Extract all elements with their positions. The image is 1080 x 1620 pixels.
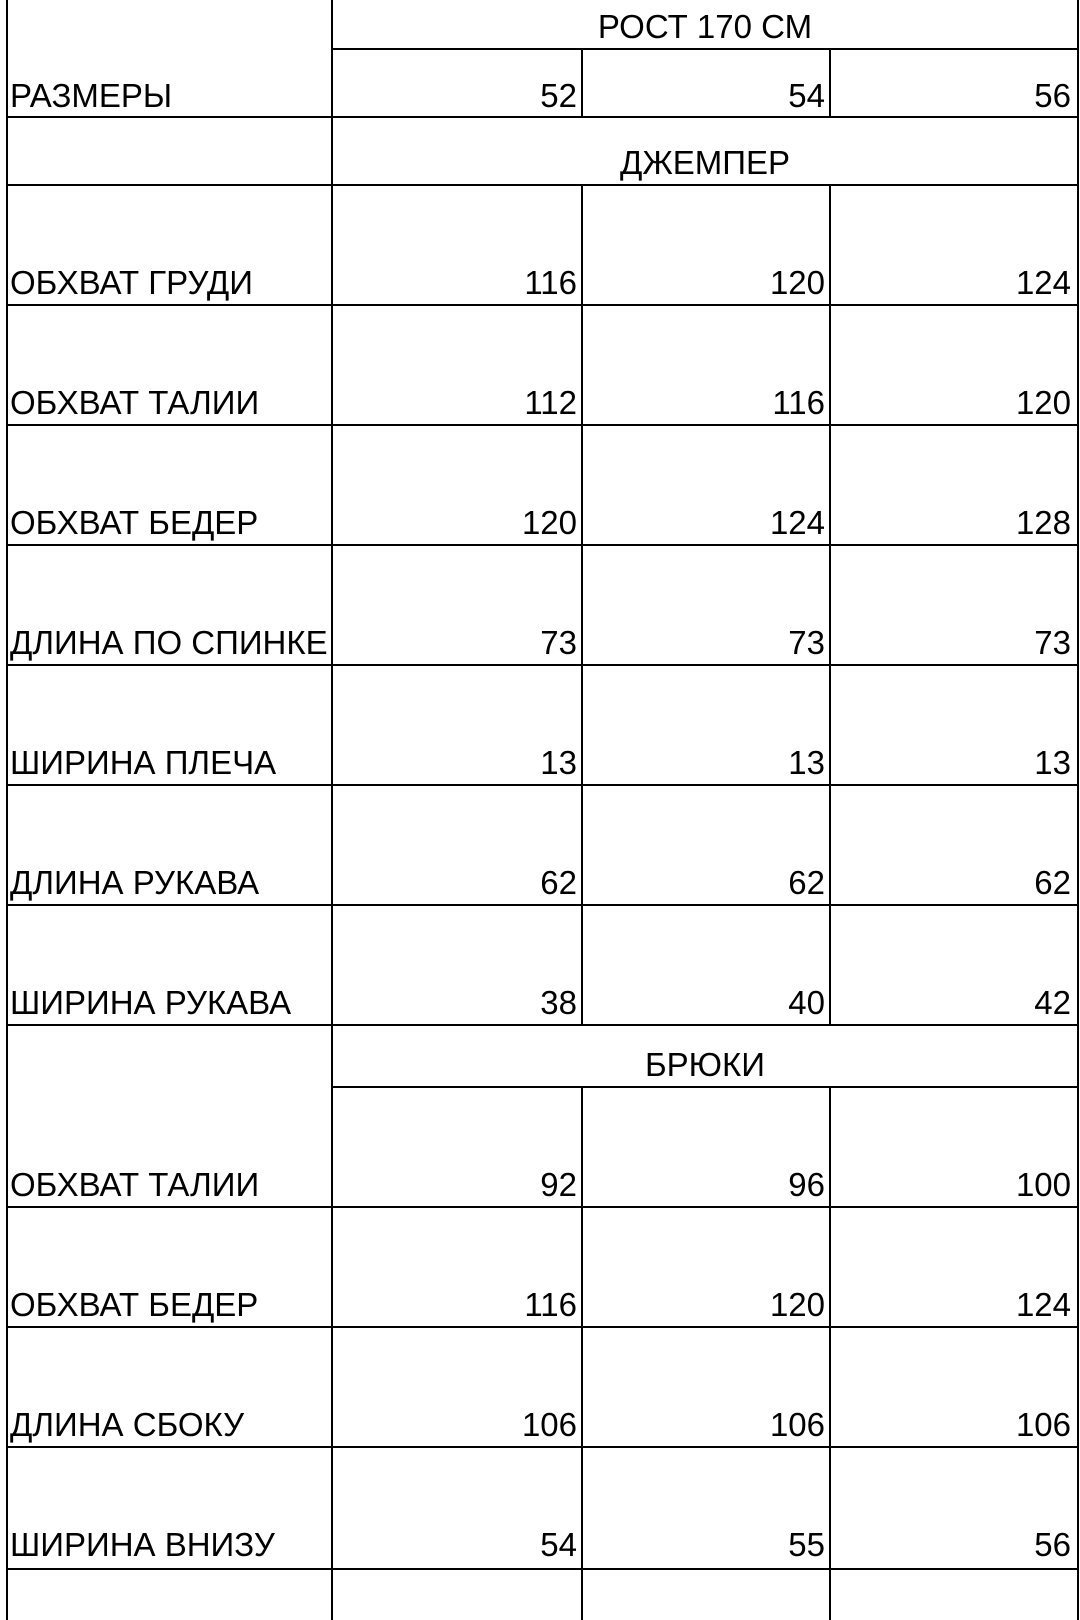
grid-line (6, 1024, 1079, 1026)
grid-line (1077, 0, 1079, 1620)
row-value: 124 (1015, 264, 1071, 301)
size-value: 54 (788, 77, 825, 114)
row-value: 116 (524, 1286, 577, 1323)
row-value: 120 (769, 264, 825, 301)
row-value: 106 (769, 1406, 825, 1443)
row-value: 62 (1034, 864, 1071, 901)
row-value: 120 (521, 504, 577, 541)
row-label: ОБХВАТ ТАЛИИ (10, 384, 260, 421)
grid-line (6, 1206, 1079, 1208)
section-title-jumper: ДЖЕМПЕР (619, 144, 791, 181)
row-value: 73 (540, 624, 577, 661)
grid-line (581, 184, 583, 1026)
row-label: ШИРИНА РУКАВА (10, 984, 292, 1021)
row-value: 40 (788, 984, 825, 1021)
row-value: 54 (540, 1526, 577, 1563)
row-label: ДЛИНА РУКАВА (10, 864, 260, 901)
grid-line (6, 904, 1079, 906)
row-value: 13 (788, 744, 825, 781)
grid-line (6, 784, 1079, 786)
row-value: 116 (524, 264, 577, 301)
row-value: 13 (1034, 744, 1071, 781)
row-label: ДЛИНА СБОКУ (10, 1406, 245, 1443)
grid-line (331, 1086, 1079, 1088)
row-value: 112 (524, 384, 577, 421)
row-label: ШИРИНА ПЛЕЧА (10, 744, 277, 781)
grid-line (6, 116, 1079, 118)
row-value: 120 (1015, 384, 1071, 421)
grid-line (829, 1086, 831, 1620)
row-value: 42 (1034, 984, 1071, 1021)
grid-line (6, 1326, 1079, 1328)
height-header: РОСТ 170 СМ (597, 8, 813, 45)
section-title-trousers: БРЮКИ (645, 1046, 765, 1083)
grid-line (6, 304, 1079, 306)
row-value: 62 (788, 864, 825, 901)
row-value: 73 (788, 624, 825, 661)
grid-line (331, 48, 1079, 50)
grid-line (6, 424, 1079, 426)
row-value: 38 (540, 984, 577, 1021)
grid-line (331, 0, 333, 1620)
row-label: ОБХВАТ ТАЛИИ (10, 1166, 260, 1203)
row-label: ШИРИНА ВНИЗУ (10, 1526, 275, 1563)
grid-line (829, 184, 831, 1026)
row-value: 124 (769, 504, 825, 541)
grid-line (6, 664, 1079, 666)
row-value: 92 (540, 1166, 577, 1203)
size-value: 56 (1034, 77, 1071, 114)
row-value: 106 (1015, 1406, 1071, 1443)
row-label: ДЛИНА ПО СПИНКЕ (10, 624, 328, 661)
row-label: ОБХВАТ БЕДЕР (10, 504, 259, 541)
row-value: 124 (1015, 1286, 1071, 1323)
grid-line (6, 1568, 1079, 1570)
row-value: 62 (540, 864, 577, 901)
size-value: 52 (540, 77, 577, 114)
row-value: 13 (540, 744, 577, 781)
grid-line (581, 48, 583, 118)
row-value: 55 (788, 1526, 825, 1563)
row-value: 96 (788, 1166, 825, 1203)
grid-line (6, 0, 8, 1620)
row-value: 106 (521, 1406, 577, 1443)
sizes-label: РАЗМЕРЫ (10, 77, 173, 114)
grid-line (6, 1446, 1079, 1448)
grid-line (6, 544, 1079, 546)
row-value: 56 (1034, 1526, 1071, 1563)
row-label: ОБХВАТ ГРУДИ (10, 264, 253, 301)
row-value: 73 (1034, 624, 1071, 661)
row-value: 120 (769, 1286, 825, 1323)
grid-line (829, 48, 831, 118)
row-value: 116 (772, 384, 825, 421)
row-label: ОБХВАТ БЕДЕР (10, 1286, 259, 1323)
row-value: 128 (1015, 504, 1071, 541)
row-value: 100 (1015, 1166, 1071, 1203)
grid-line (581, 1086, 583, 1620)
grid-line (6, 184, 1079, 186)
